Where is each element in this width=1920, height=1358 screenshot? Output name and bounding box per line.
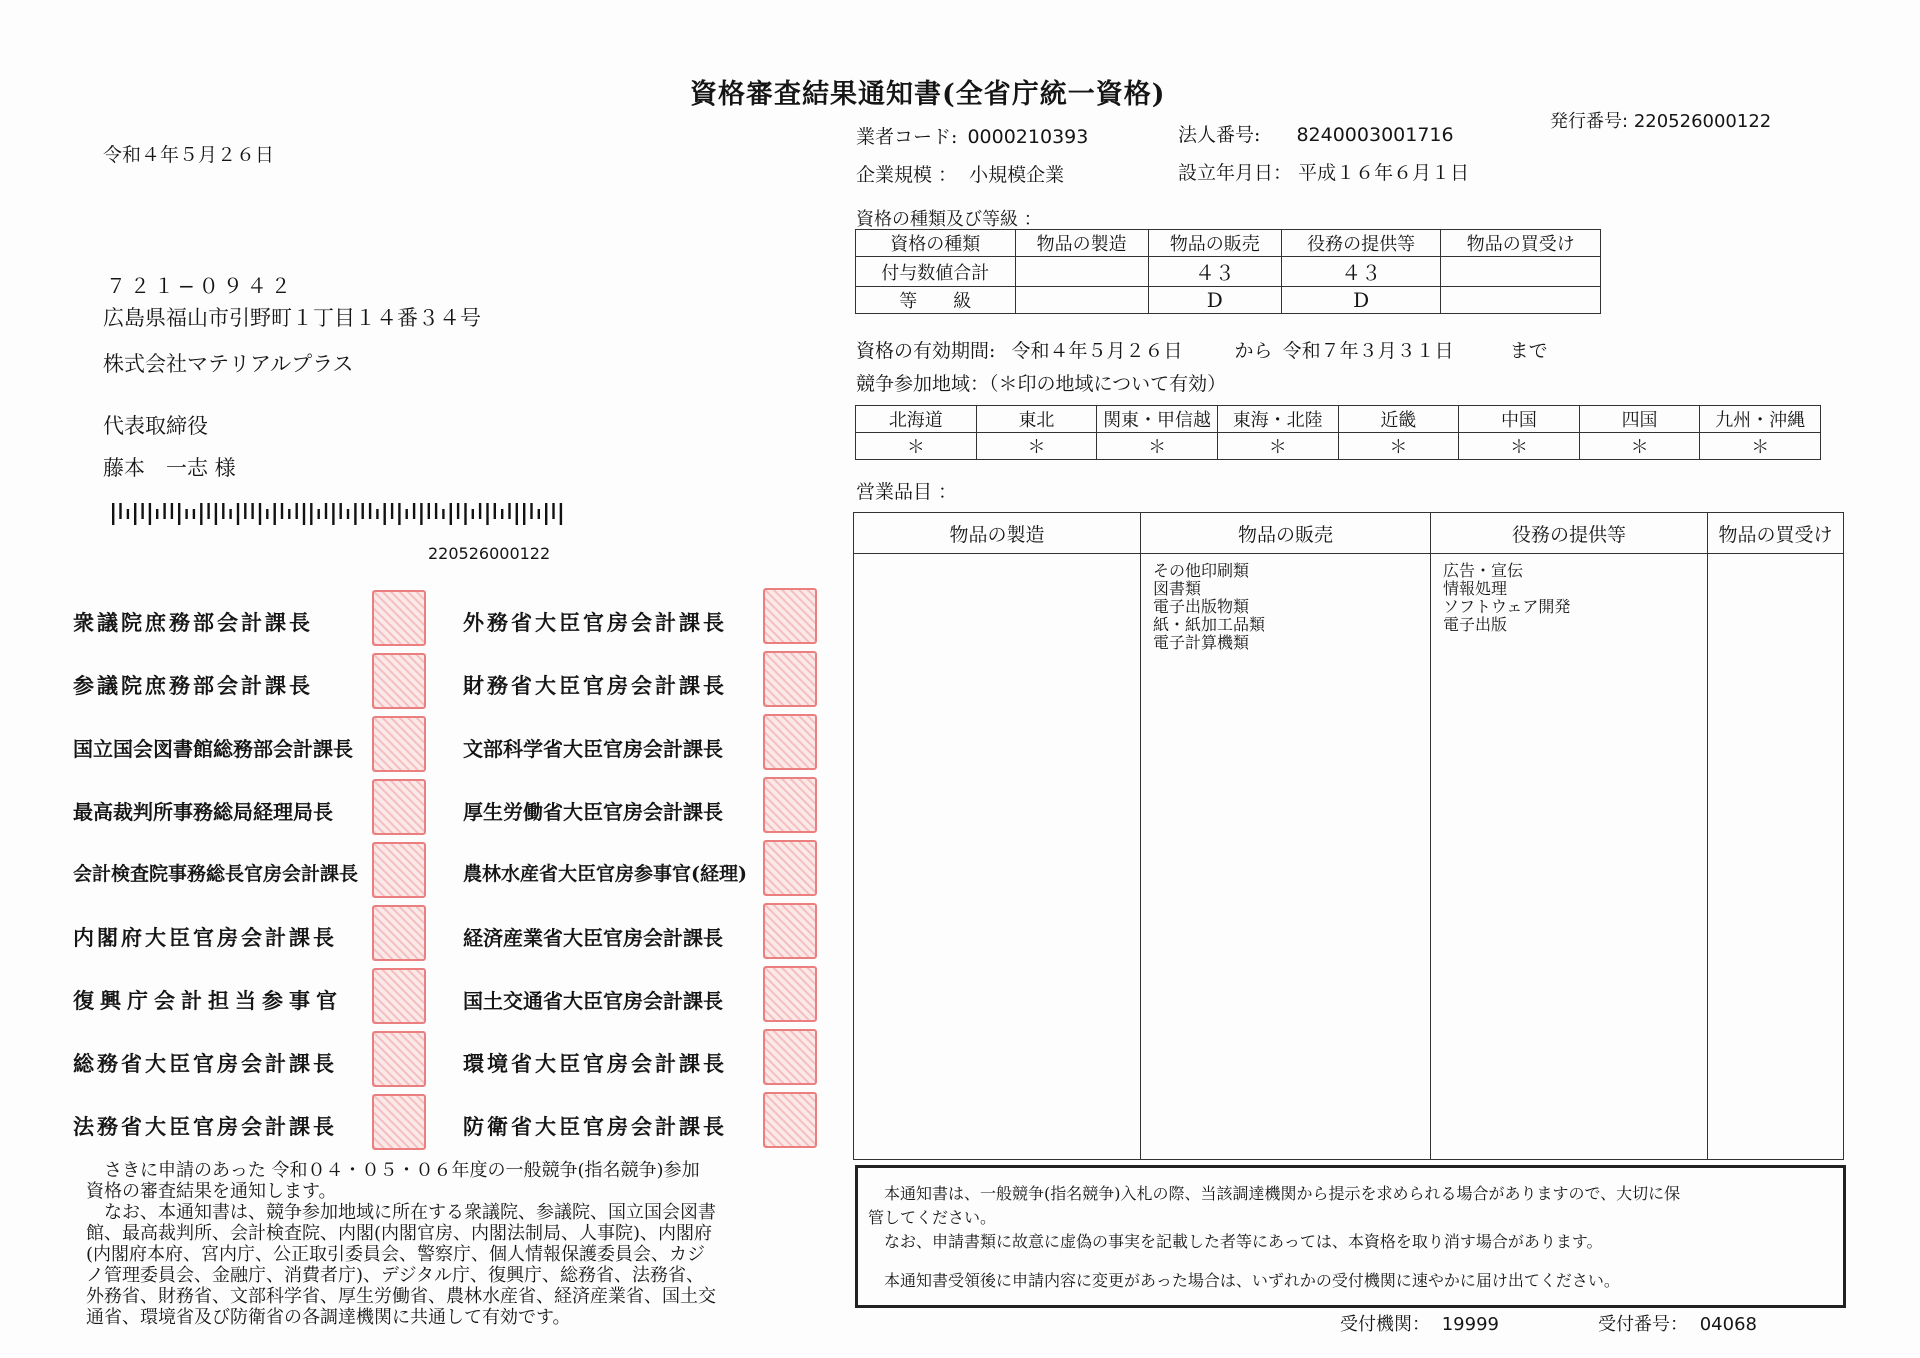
grade-cell: D xyxy=(1148,287,1281,314)
body-line: ノ管理委員会、金融庁、消費者庁)、デジタル庁、復興庁、総務省、法務省、 xyxy=(86,1265,704,1286)
barcode-bar xyxy=(288,509,290,519)
grade-cell: D xyxy=(1281,287,1441,314)
postal-code: ７２１−０９４２ xyxy=(106,274,295,298)
barcode-bar xyxy=(508,503,510,519)
barcode-bar xyxy=(119,503,121,519)
grade-cell xyxy=(1015,287,1148,314)
region-mark: ＊ xyxy=(1700,433,1821,460)
dept-right: 文部科学省大臣官房会計課長 xyxy=(463,737,723,761)
barcode-bar xyxy=(149,503,151,525)
barcode-bar xyxy=(552,503,554,519)
barcode-bar xyxy=(318,509,320,519)
barcode-bar xyxy=(281,503,283,519)
dept-left: 最高裁判所事務総局経理局長 xyxy=(73,800,333,824)
list-item: 広告・宣伝 xyxy=(1443,561,1524,580)
official-seal-stamp xyxy=(763,1029,817,1085)
dept-right: 財務省大臣官房会計課長 xyxy=(463,673,727,698)
region-header-row xyxy=(856,406,1821,433)
barcode-bar xyxy=(560,503,562,525)
items-header-cell: 物品の製造 xyxy=(854,513,1141,554)
sales-items xyxy=(1141,554,1431,1160)
barcode-bar xyxy=(420,503,422,525)
region-mark: ＊ xyxy=(1097,433,1218,460)
barcode-bar xyxy=(185,509,187,519)
grade-header-cell: 物品の買受け xyxy=(1441,230,1601,257)
grade-header-cell: 資格の種類 xyxy=(856,230,1016,257)
official-seal-stamp xyxy=(763,588,817,644)
official-seal-stamp xyxy=(372,1094,426,1150)
barcode-bar xyxy=(413,503,415,519)
barcode-bar xyxy=(523,503,525,525)
list-item: 電子計算機類 xyxy=(1153,633,1250,652)
barcode-bar xyxy=(538,509,540,519)
notice-line: 管してください。 xyxy=(868,1208,997,1227)
region-mark: ＊ xyxy=(1338,433,1459,460)
barcode-bar xyxy=(266,509,268,519)
grade-header-cell: 物品の製造 xyxy=(1015,230,1148,257)
barcode-bar xyxy=(141,503,143,519)
barcode-bar xyxy=(163,503,165,519)
barcode-bar xyxy=(237,503,239,525)
barcode-bar xyxy=(207,503,209,519)
notice-line: 本通知書受領後に申請内容に変更があった場合は、いずれかの受付機関に速やかに届け出てください。 xyxy=(868,1271,1620,1290)
barcode-bar xyxy=(251,503,253,519)
region-header-cell: 九州・沖縄 xyxy=(1700,406,1821,433)
dept-left: 内閣府大臣官房会計課長 xyxy=(73,925,337,950)
reception-agency: 受付機関： 19999 xyxy=(1340,1314,1499,1335)
grade-level-row xyxy=(856,287,1601,314)
grade-cell: ４３ xyxy=(1148,257,1281,287)
grade-table xyxy=(855,229,1601,314)
region-mark: ＊ xyxy=(1459,433,1580,460)
region-header-cell: 北海道 xyxy=(856,406,977,433)
body-line: 館、最高裁判所、会計検査院、内閣(内閣官房、内閣法制局、人事院)、内閣府 xyxy=(86,1223,713,1244)
issue-date: 令和４年５月２６日 xyxy=(103,144,275,166)
grade-cell xyxy=(1441,257,1601,287)
barcode-bar xyxy=(222,503,224,519)
body-line: 通省、環境省及び防衛省の各調達機関に共通して有効です。 xyxy=(86,1307,571,1328)
barcode-bar xyxy=(450,503,452,525)
official-seal-stamp xyxy=(372,905,426,961)
items-header-cell: 物品の買受け xyxy=(1708,513,1844,554)
body-line: (内閣府本府、宮内庁、公正取引委員会、警察庁、個人情報保護委員会、カジ xyxy=(86,1244,706,1265)
barcode-bar xyxy=(435,503,437,519)
list-item: その他印刷類 xyxy=(1153,561,1250,580)
region-header-cell: 四国 xyxy=(1579,406,1700,433)
region-header-cell: 東北 xyxy=(976,406,1097,433)
dept-left: 参議院庶務部会計課長 xyxy=(73,673,313,698)
official-seal-stamp xyxy=(372,590,426,646)
barcode-bar xyxy=(464,503,466,525)
items-content-row xyxy=(854,554,1844,1160)
grade-points-row xyxy=(856,257,1601,287)
dept-right: 国土交通省大臣官房会計課長 xyxy=(463,989,723,1013)
list-item: 電子出版物類 xyxy=(1153,597,1250,616)
services-items xyxy=(1431,554,1708,1160)
official-seal-stamp xyxy=(763,714,817,770)
grade-section-label: 資格の種類及び等級 ： xyxy=(856,209,1042,230)
official-seal-stamp xyxy=(763,840,817,896)
body-line: さきに申請のあった 令和０４・０５・０６年度の一般競争(指名競争)参加 xyxy=(86,1160,700,1181)
reception-number: 受付番号： 04068 xyxy=(1598,1314,1757,1335)
document-title: 資格審査結果通知書(全省庁統一資格) xyxy=(690,79,1166,110)
barcode-bar xyxy=(442,509,444,519)
barcode-bar xyxy=(303,503,305,525)
items-table xyxy=(853,512,1844,1160)
barcode-bar xyxy=(479,503,481,519)
region-header-cell: 中国 xyxy=(1459,406,1580,433)
list-item: 情報処理 xyxy=(1443,579,1508,598)
recipient-company: 株式会社マテリアルプラス xyxy=(103,352,354,376)
vendor-code: 業者コード: 0000210393 xyxy=(856,126,1089,148)
postal-barcode xyxy=(112,503,567,525)
region-mark: ＊ xyxy=(856,433,977,460)
barcode-bar xyxy=(178,503,180,525)
barcode-bar xyxy=(229,509,231,519)
official-seal-stamp xyxy=(763,1092,817,1148)
dept-left: 衆議院庶務部会計課長 xyxy=(73,610,313,635)
barcode-bar xyxy=(501,509,503,519)
barcode-bar xyxy=(398,503,400,525)
official-seal-stamp xyxy=(372,1031,426,1087)
grade-header-cell: 物品の販売 xyxy=(1148,230,1281,257)
official-seal-stamp xyxy=(372,779,426,835)
established-date: 設立年月日： 平成１６年６月１日 xyxy=(1178,162,1470,184)
region-mark: ＊ xyxy=(976,433,1097,460)
barcode-bar xyxy=(457,503,459,519)
barcode-bar xyxy=(354,503,356,525)
barcode-bar xyxy=(171,503,173,519)
barcode-bar xyxy=(391,503,393,519)
body-line: 外務省、財務省、文部科学省、厚生労働省、農林水産省、経済産業省、国土交 xyxy=(86,1286,716,1307)
region-header-cell: 関東・甲信越 xyxy=(1097,406,1218,433)
body-line: 資格の審査結果を通知します。 xyxy=(86,1181,337,1202)
region-table xyxy=(855,405,1821,460)
official-seal-stamp xyxy=(372,842,426,898)
barcode-bar xyxy=(428,503,430,519)
corp-number: 法人番号: 8240003001716 xyxy=(1178,124,1454,146)
grade-header-cell: 役務の提供等 xyxy=(1281,230,1441,257)
dept-left: 会計検査院事務総長官房会計課長 xyxy=(73,863,359,885)
recipient-name: 藤本 一志 様 xyxy=(103,456,236,480)
dept-right: 外務省大臣官房会計課長 xyxy=(463,610,727,635)
notice-line: 本通知書は、一般競争(指名競争)入札の際、当該調達機関から提示を求められる場合がありますので、大切に保 xyxy=(868,1184,1681,1203)
barcode-bar xyxy=(332,503,334,525)
official-seal-stamp xyxy=(763,777,817,833)
barcode-bar xyxy=(259,503,261,525)
barcode-bar xyxy=(296,503,298,519)
barcode-bar xyxy=(530,503,532,519)
items-header-cell: 役務の提供等 xyxy=(1431,513,1708,554)
barcode-bar xyxy=(156,509,158,519)
manufacturing-items xyxy=(854,554,1141,1160)
dept-left: 法務省大臣官房会計課長 xyxy=(73,1114,337,1139)
barcode-bar xyxy=(384,503,386,525)
dept-right: 農林水産省大臣官房参事官(経理) xyxy=(463,863,747,885)
barcode-bar xyxy=(472,509,474,519)
barcode-bar xyxy=(369,503,371,519)
dept-right: 環境省大臣官房会計課長 xyxy=(463,1051,727,1076)
list-item: ソフトウェア開発 xyxy=(1443,597,1571,616)
items-header-cell: 物品の販売 xyxy=(1141,513,1431,554)
body-line: なお、本通知書は、競争参加地域に所在する衆議院、参議院、国立国会図書 xyxy=(86,1202,716,1223)
region-mark: ＊ xyxy=(1579,433,1700,460)
dept-right: 防衛省大臣官房会計課長 xyxy=(463,1114,727,1139)
notice-box xyxy=(855,1165,1846,1308)
barcode-bar xyxy=(494,503,496,519)
official-seal-stamp xyxy=(372,653,426,709)
barcode-bar xyxy=(362,503,364,519)
official-seal-stamp xyxy=(763,966,817,1022)
issue-number: 発行番号: 220526000122 xyxy=(1550,111,1772,132)
grade-cell: 等 級 xyxy=(856,287,1016,314)
region-mark: ＊ xyxy=(1217,433,1338,460)
grade-cell xyxy=(1015,257,1148,287)
region-header-cell: 近畿 xyxy=(1338,406,1459,433)
barcode-bar xyxy=(310,503,312,525)
official-seal-stamp xyxy=(372,968,426,1024)
barcode-bar xyxy=(215,503,217,525)
body-paragraph xyxy=(86,1160,716,1328)
dept-left: 復興庁会計担当参事官 xyxy=(73,988,343,1013)
barcode-bar xyxy=(325,503,327,519)
grade-cell: ４３ xyxy=(1281,257,1441,287)
barcode-bar xyxy=(516,503,518,525)
barcode-bar xyxy=(340,503,342,519)
list-item: 紙・紙加工品類 xyxy=(1153,615,1266,634)
items-header-row xyxy=(854,513,1844,554)
grade-cell: 付与数値合計 xyxy=(856,257,1016,287)
barcode-bar xyxy=(134,503,136,525)
region-header-cell: 東海・北陸 xyxy=(1217,406,1338,433)
recipient-address: 広島県福山市引野町１丁目１４番３４号 xyxy=(103,306,481,330)
list-item: 電子出版 xyxy=(1443,615,1508,634)
dept-right: 経済産業省大臣官房会計課長 xyxy=(463,926,723,950)
barcode-bar xyxy=(244,503,246,519)
barcode-bar xyxy=(200,503,202,525)
official-seal-stamp xyxy=(372,716,426,772)
grade-header-row xyxy=(856,230,1601,257)
official-seal-stamp xyxy=(763,651,817,707)
dept-left: 総務省大臣官房会計課長 xyxy=(73,1051,337,1076)
barcode-bar xyxy=(406,509,408,519)
list-item: 図書類 xyxy=(1153,579,1202,598)
barcode-bar xyxy=(376,509,378,519)
barcode-bar xyxy=(193,509,195,519)
barcode-bar xyxy=(274,503,276,525)
barcode-number: 220526000122 xyxy=(428,544,551,563)
barcode-bar xyxy=(545,503,547,525)
recipient-role: 代表取締役 xyxy=(103,414,208,438)
barcode-bar xyxy=(486,503,488,525)
validity-period: 資格の有効期間: 令和４年５月２６日 から 令和７年３月３１日 まで xyxy=(856,340,1548,362)
company-size: 企業規模 ： 小規模企業 xyxy=(856,164,1065,186)
official-seal-stamp xyxy=(763,903,817,959)
dept-left: 国立国会図書館総務部会計課長 xyxy=(73,737,353,761)
region-mark-row xyxy=(856,433,1821,460)
barcode-bar xyxy=(112,503,114,525)
region-section-label: 競争参加地域：（＊印の地域について有効） xyxy=(856,373,1227,395)
notice-line: なお、申請書類に故意に虚偽の事実を記載した者等にあっては、本資格を取り消す場合があります。 xyxy=(868,1232,1603,1251)
dept-right: 厚生労働省大臣官房会計課長 xyxy=(463,800,723,824)
items-section-label: 営業品目 ： xyxy=(856,481,958,503)
barcode-bar xyxy=(347,509,349,519)
barcode-bar xyxy=(127,509,129,519)
purchase-items xyxy=(1708,554,1844,1160)
grade-cell xyxy=(1441,287,1601,314)
